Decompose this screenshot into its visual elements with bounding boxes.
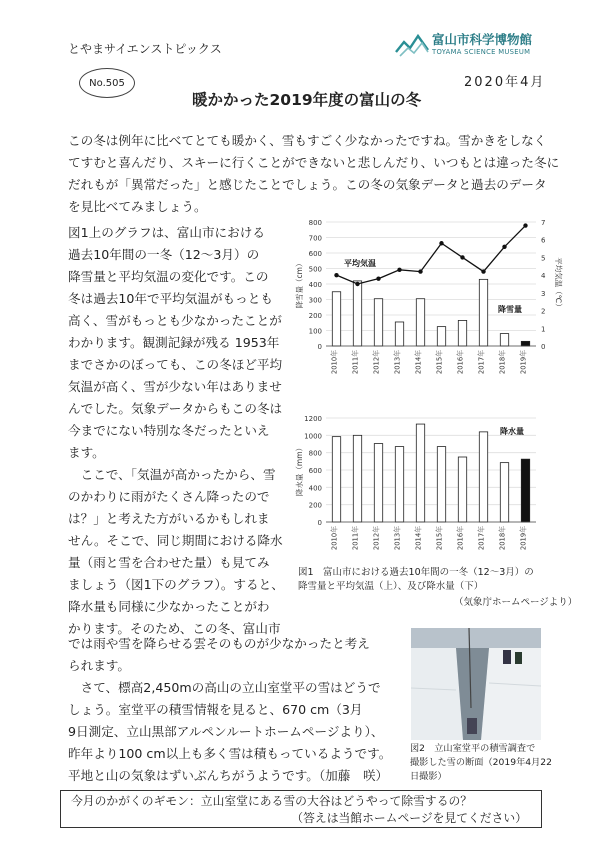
bar xyxy=(416,299,424,346)
text-line: 平地と山の気象はずいぶんちがうようです。（加藤 咲） xyxy=(68,768,389,783)
text-line: 図1上のグラフは、富山市における xyxy=(68,225,265,240)
y2-tick-label: 6 xyxy=(541,236,546,245)
text-line: 量（雨と雪を合わせた量）も見てみ xyxy=(68,555,270,570)
figure-1 xyxy=(292,214,563,584)
temperature-point xyxy=(418,269,422,273)
text-line: 冬は過去10年で平均気温がもっとも xyxy=(68,291,273,306)
y2-tick-label: 7 xyxy=(541,219,546,227)
text-line: では雨や雪を降らせる雲そのものが少なかったと考え xyxy=(68,636,370,651)
text-line: 高く、雪がもっとも少なかったことが xyxy=(68,313,282,328)
temperature-line xyxy=(337,226,526,284)
museum-name: 富山市科学博物館 xyxy=(432,32,533,47)
bar xyxy=(500,334,508,346)
temperature-point xyxy=(460,255,464,259)
text-line: せん。そこで、同じ期間における降水 xyxy=(68,533,283,548)
series-annotation: 降雪量 xyxy=(498,305,522,314)
series-name: とやまサイエンストピックス xyxy=(68,42,222,56)
text-line: てすむと喜んだり、スキーに行くことができないと悲しんだり、いつもとは違った冬に xyxy=(68,155,560,170)
y-tick-label: 100 xyxy=(308,327,322,336)
text-line: 今までにない特別な冬だったといえ xyxy=(68,423,270,438)
temperature-point xyxy=(523,223,527,227)
text-line: さて、標高2,450mの高山の立山室堂平の雪はどうで xyxy=(68,680,381,695)
left-column xyxy=(68,222,288,640)
bar xyxy=(395,447,403,522)
x-tick-label: 2011年 xyxy=(351,350,360,375)
bar xyxy=(479,279,487,346)
x-tick-label: 2017年 xyxy=(477,350,486,375)
caption-line: 図2 立山室堂平の積雪調査で xyxy=(410,743,536,754)
temperature-point xyxy=(502,245,506,249)
text-line: わかります。観測記録が残る 1953年 xyxy=(68,335,280,350)
y-tick-label: 700 xyxy=(308,234,322,243)
wide-paragraph xyxy=(68,633,488,787)
text-line: ます。 xyxy=(68,445,105,460)
figure-1-caption-2: 降雪量と平均気温（上）、及び降水量（下） xyxy=(298,581,484,592)
monthly-question: 今月のかがくのギモン：立山室堂にある雪の大谷はどうやって除雪するの？ xyxy=(71,794,473,808)
y-tick-label: 0 xyxy=(317,343,322,351)
text-line: 気温が高く、雪が少ない年はありませ xyxy=(68,379,282,394)
text-line: んでした。気象データからもこの冬は xyxy=(68,401,283,416)
museum-name-en: TOYAMA SCIENCE MUSEUM xyxy=(432,48,531,56)
text-line: だれもが「異常だった」と感じたことでしょう。この冬の気象データと過去のデータ xyxy=(68,177,547,192)
bar xyxy=(458,457,466,522)
bar xyxy=(479,432,487,522)
series-annotation: 平均気温 xyxy=(344,259,376,268)
temperature-point xyxy=(397,268,401,272)
text-line: のかわりに雨がたくさん降ったので xyxy=(68,489,270,504)
y-tick-label: 500 xyxy=(308,265,322,274)
text-line: しょう。室堂平の積雪情報を見ると、670 cm（3月 xyxy=(68,702,363,717)
y-tick-label: 1000 xyxy=(304,432,322,441)
text-line: までさかのぼっても、この冬ほど平均 xyxy=(68,357,283,372)
text-line: 9日測定、立山黒部アルペンルートホームページより）、 xyxy=(68,724,384,739)
issue-number-badge: No.505 xyxy=(79,68,135,98)
bar xyxy=(374,444,382,522)
precipitation-chart xyxy=(292,410,560,570)
text-line: ここで、「気温が高かったから、雪 xyxy=(68,467,276,482)
y-tick-label: 800 xyxy=(308,219,322,227)
x-tick-label: 2010年 xyxy=(330,526,339,551)
bar xyxy=(521,341,529,346)
museum-logo xyxy=(394,30,544,64)
x-tick-label: 2016年 xyxy=(456,350,465,375)
bar xyxy=(500,463,508,522)
y-tick-label: 1200 xyxy=(304,415,322,423)
bar xyxy=(458,320,466,346)
y-tick-label: 300 xyxy=(308,296,322,305)
bar xyxy=(437,447,445,522)
bar xyxy=(353,435,361,522)
figure-1-source: （気象庁ホームページより） xyxy=(454,597,578,608)
temperature-point xyxy=(334,273,338,277)
y-tick-label: 200 xyxy=(308,312,322,320)
y2-tick-label: 5 xyxy=(541,254,546,263)
y2-tick-label: 0 xyxy=(541,343,546,351)
x-tick-label: 2010年 xyxy=(330,350,339,375)
bar xyxy=(395,322,403,346)
y-axis-label: 降水量（mm） xyxy=(295,443,304,497)
y-tick-label: 600 xyxy=(308,467,322,475)
x-tick-label: 2017年 xyxy=(477,526,486,551)
x-tick-label: 2015年 xyxy=(435,526,444,551)
y2-axis-label: 平均気温（℃） xyxy=(554,257,563,311)
x-tick-label: 2019年 xyxy=(519,350,528,375)
x-tick-label: 2012年 xyxy=(372,350,381,375)
x-tick-label: 2011年 xyxy=(351,526,360,551)
y-tick-label: 0 xyxy=(317,519,322,527)
temperature-point xyxy=(481,269,485,273)
snowfall-temperature-chart xyxy=(292,214,563,375)
text-line: かります。そのため、この冬、富山市 xyxy=(68,621,281,636)
text-line: この冬は例年に比べてとても暖かく、雪もすごく少なかったですね。雪かきをしなく xyxy=(68,133,547,148)
x-tick-label: 2018年 xyxy=(498,526,507,551)
bar xyxy=(353,281,361,346)
x-tick-label: 2018年 xyxy=(498,350,507,375)
y-axis-label: 降雪量（cm） xyxy=(295,259,304,309)
x-tick-label: 2015年 xyxy=(435,350,444,375)
series-annotation: 降水量 xyxy=(500,427,524,436)
text-line: 昨年より100 cm以上も多く雪は積もっているようです。 xyxy=(68,746,392,761)
y-tick-label: 400 xyxy=(308,281,322,289)
x-tick-label: 2014年 xyxy=(414,350,423,375)
bar xyxy=(416,424,424,522)
text-line: 降雪量と平均気温の変化です。この xyxy=(68,269,269,284)
y2-tick-label: 4 xyxy=(541,272,546,281)
intro-paragraph xyxy=(68,130,560,218)
text-line: を見比べてみましょう。 xyxy=(68,199,207,214)
bar xyxy=(332,292,340,346)
bar xyxy=(437,327,445,346)
y-tick-label: 200 xyxy=(308,501,322,510)
mountain-logo-icon xyxy=(394,30,430,60)
x-tick-label: 2013年 xyxy=(393,526,402,551)
temperature-point xyxy=(355,282,359,286)
page-title: 暖かかった2019年度の富山の冬 xyxy=(192,91,422,109)
y-tick-label: 400 xyxy=(308,484,322,493)
y2-tick-label: 3 xyxy=(541,289,546,298)
issue-date: 2020年4月 xyxy=(464,75,546,90)
x-tick-label: 2012年 xyxy=(372,526,381,551)
bar xyxy=(332,437,340,522)
caption-line: 日撮影） xyxy=(410,771,447,782)
x-tick-label: 2016年 xyxy=(456,526,465,551)
caption-line: 図1 富山市における過去10年間の一冬（12～3月）の xyxy=(298,567,534,578)
bar xyxy=(374,299,382,346)
bar xyxy=(521,459,529,522)
temperature-point xyxy=(439,241,443,245)
x-tick-label: 2019年 xyxy=(519,526,528,551)
caption-line: 撮影した雪の断面（2019年4月22 xyxy=(410,757,552,768)
text-line: は？」と考えた方がいるかもしれま xyxy=(68,511,270,526)
figure-1-caption xyxy=(298,566,534,580)
x-tick-label: 2014年 xyxy=(414,526,423,551)
text-line: ましょう（図1下のグラフ）。すると、 xyxy=(68,577,284,592)
text-line: 過去10年間の一冬（12～3月）の xyxy=(68,247,260,262)
answer-note: （答えは当館ホームページを見てください） xyxy=(291,811,527,825)
x-tick-label: 2013年 xyxy=(393,350,402,375)
temperature-point xyxy=(376,276,380,280)
y2-tick-label: 1 xyxy=(541,325,546,334)
y-tick-label: 800 xyxy=(308,449,322,458)
y-tick-label: 600 xyxy=(308,250,322,258)
text-line: 降水量も同様に少なかったことがわ xyxy=(68,599,270,614)
science-question-box xyxy=(60,790,542,828)
text-line: られます。 xyxy=(68,658,130,673)
y2-tick-label: 2 xyxy=(541,307,546,316)
